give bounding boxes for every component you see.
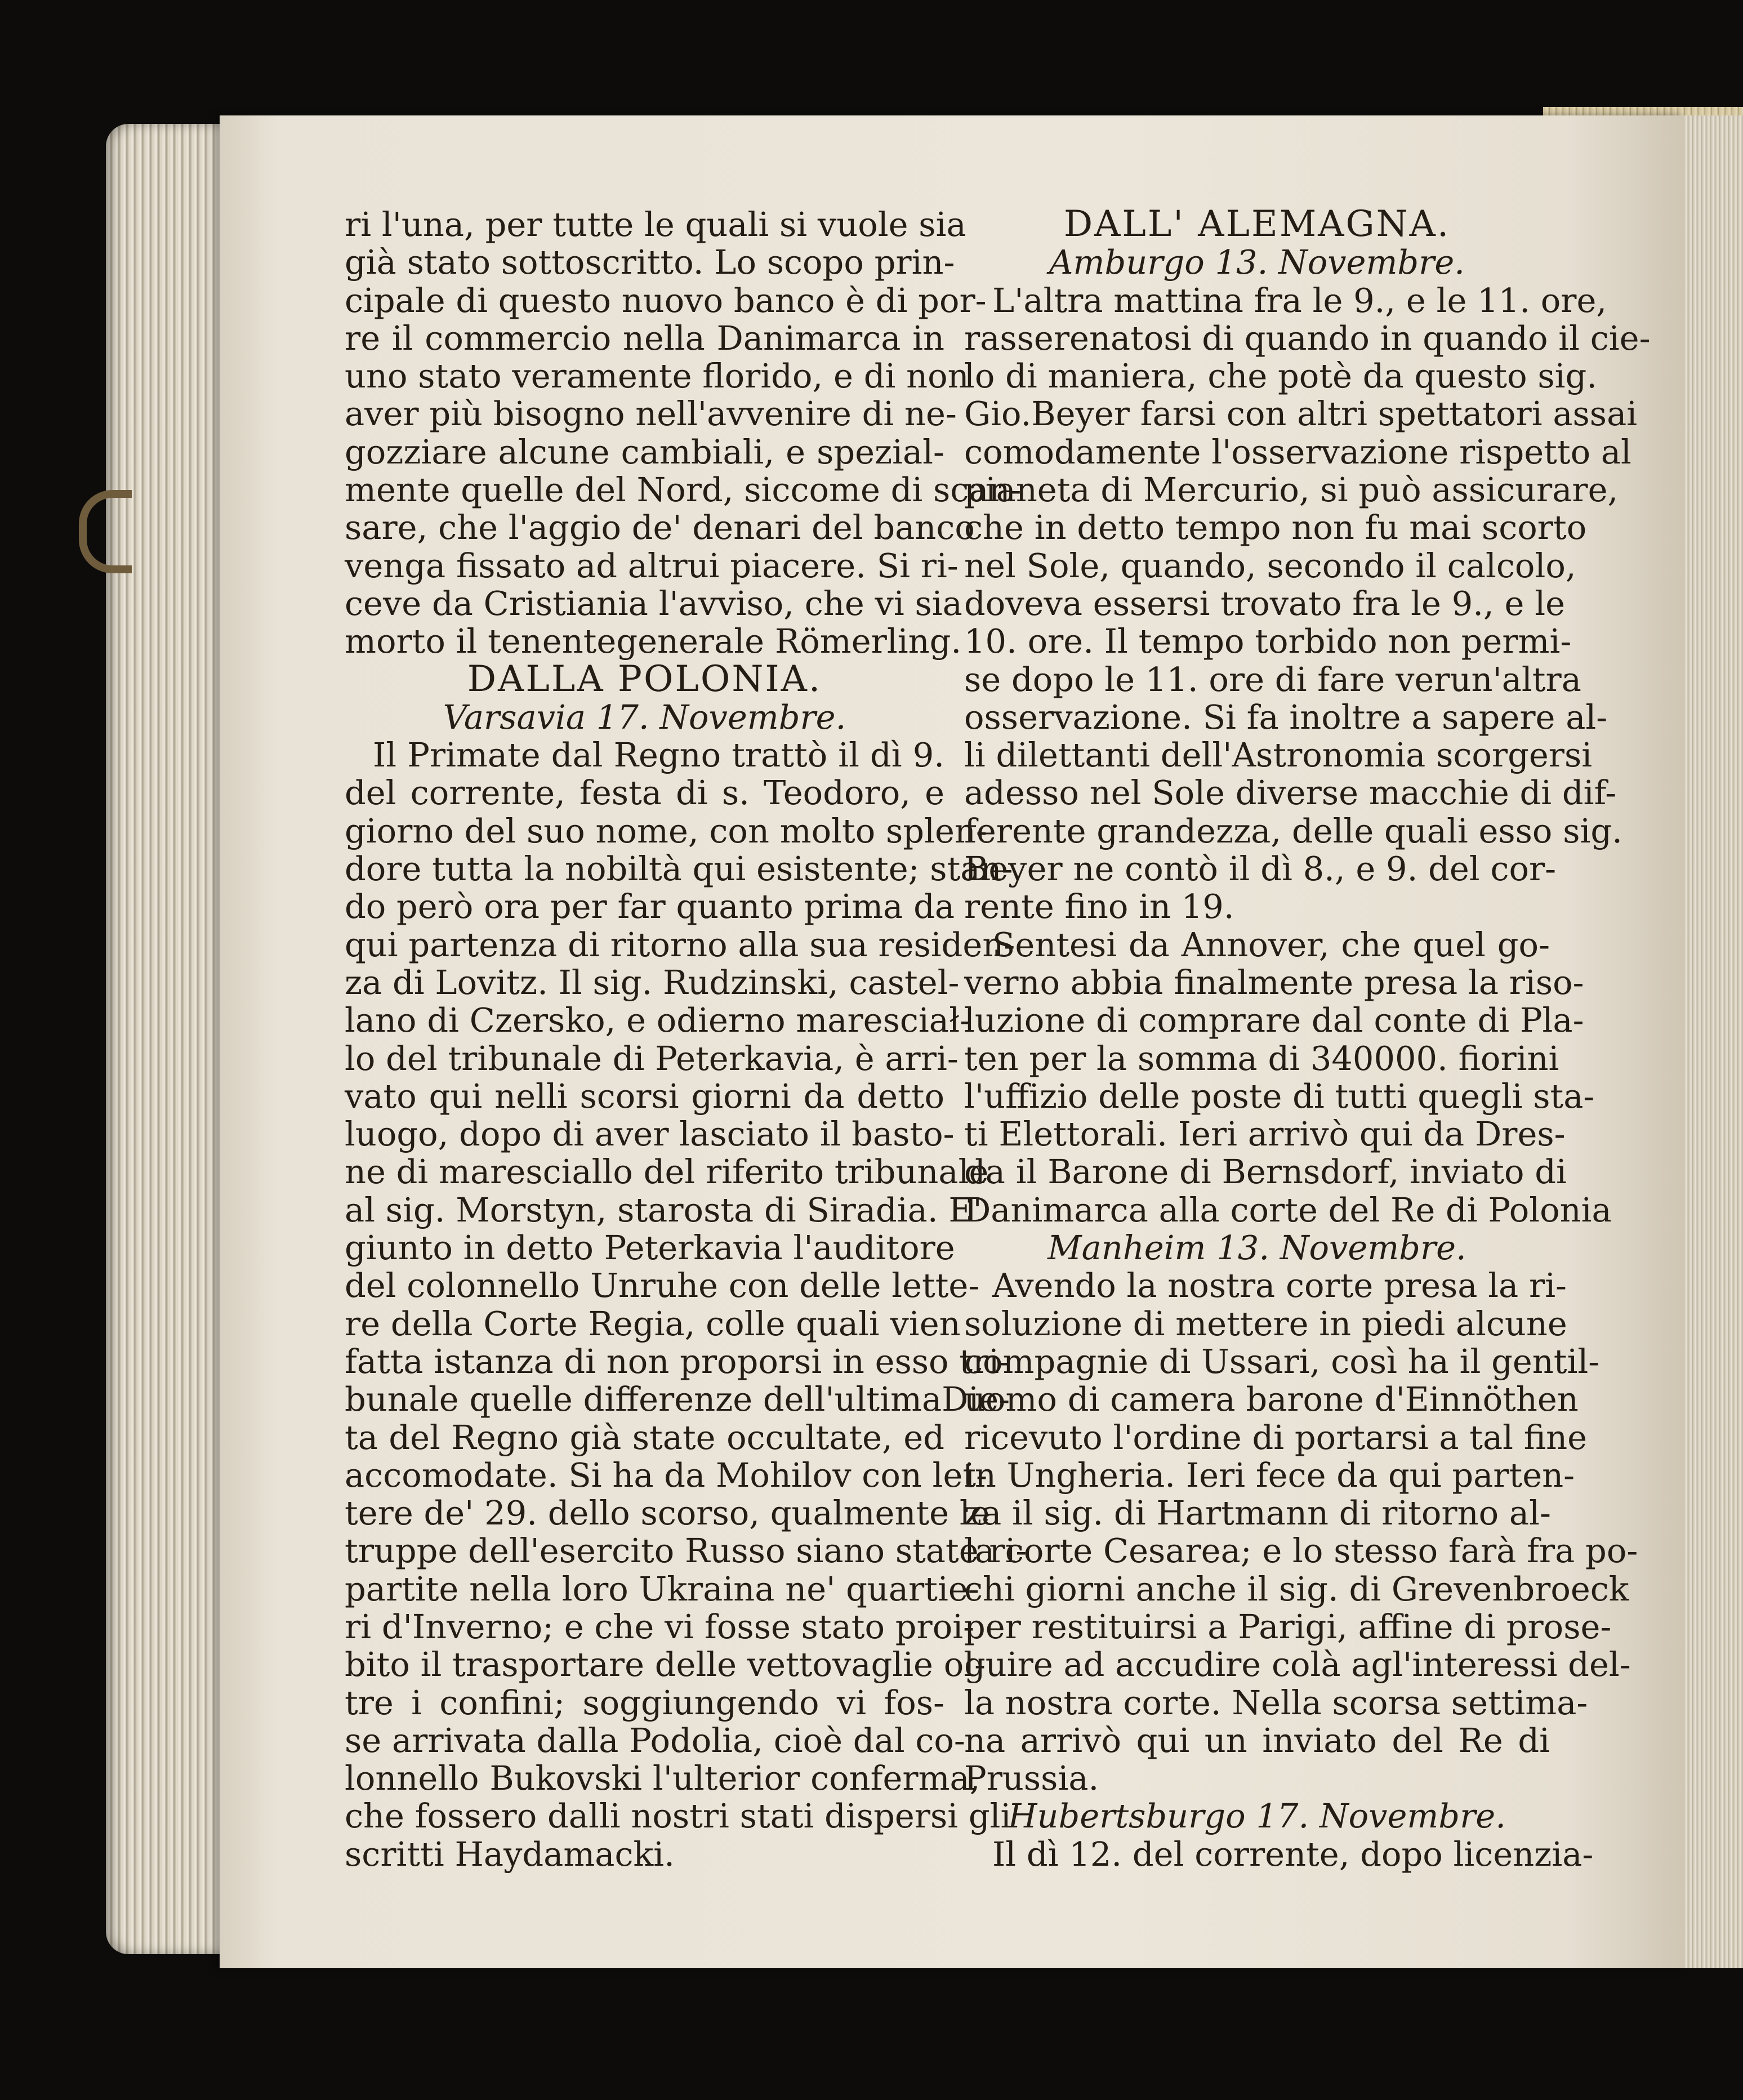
text-line: bunale quelle differenze dell'ultimaDie-: [345, 1380, 1010, 1419]
text-line: do però ora per far quanto prima da: [345, 887, 955, 926]
text-line: luzione di comprare dal conte di Pla-: [964, 1001, 1584, 1040]
section-heading-alemagna: DALL' ALEMAGNA.: [1063, 203, 1451, 245]
right-column: [964, 203, 1651, 1874]
text-line: truppe dell'esercito Russo siano state ri-: [345, 1531, 1027, 1571]
text-line: ti Elettorali. Ieri arrivò qui da Dres-: [964, 1114, 1566, 1154]
text-line: lo di maniera, che potè da questo sig.: [964, 356, 1598, 396]
text-line: Gio.Beyer farsi con altri spettatori assai: [964, 394, 1638, 434]
text-line: uomo di camera barone d'Einnöthen: [964, 1380, 1579, 1419]
text-line: per restituirsi a Parigi, affine di prose-: [964, 1607, 1612, 1646]
text-line: già stato sottoscritto. Lo scopo prin-: [345, 243, 955, 282]
text-line: in Ungheria. Ieri fece da qui parten-: [964, 1455, 1575, 1495]
text-line: ri l'una, per tutte le quali si vuole sia: [345, 205, 966, 244]
text-line: la nostra corte. Nella scorsa settima-: [964, 1683, 1588, 1722]
text-line: Beyer ne contò il dì 8., e 9. del cor-: [964, 849, 1557, 889]
text-line: verno abbia finalmente presa la riso-: [964, 962, 1584, 1002]
dateline-hubertsburgo: Hubertsburgo 17. Novembre.: [1008, 1796, 1506, 1836]
text-line: Sentesi da Annover, che quel go-: [992, 925, 1550, 964]
text-line: Il dì 12. del corrente, dopo licenzia-: [992, 1834, 1594, 1874]
text-line: dore tutta la nobiltà qui esistente; stan-: [345, 849, 1013, 889]
text-line: del corrente, festa di s. Teodoro, e: [345, 773, 944, 813]
text-line: gozziare alcune cambiali, e spezial-: [345, 432, 944, 471]
text-line: partite nella loro Ukraina ne' quartie-: [345, 1569, 979, 1608]
text-line: al sig. Morstyn, starosta di Siradia. E': [345, 1190, 982, 1229]
text-line: Avendo la nostra corte presa la ri-: [992, 1266, 1567, 1305]
text-line: L'altra mattina fra le 9., e le 11. ore,: [992, 280, 1607, 320]
text-line: rasserenatosi di quando in quando il cie-: [964, 318, 1651, 358]
text-line: ceve da Cristiania l'avviso, che vi sia: [345, 583, 962, 623]
text-line: venga fissato ad altrui piacere. Si ri-: [345, 546, 959, 585]
text-line: ta del Regno già state occultate, ed: [345, 1417, 944, 1457]
text-line: re il commercio nella Danimarca in: [345, 318, 944, 358]
text-line: accomodate. Si ha da Mohilov con let-: [345, 1455, 988, 1495]
text-line: soluzione di mettere in piedi alcune: [964, 1304, 1567, 1343]
text-line: chi giorni anche il sig. di Grevenbroeck: [964, 1569, 1629, 1608]
text-line: sare, che l'aggio de' denari del banco: [345, 508, 975, 547]
dateline-amburgo: Amburgo 13. Novembre.: [1049, 243, 1465, 282]
text-line: cipale di questo nuovo banco è di por-: [345, 280, 987, 320]
text-line: ricevuto l'ordine di portarsi a tal fine: [964, 1417, 1588, 1457]
dateline-manheim: Manheim 13. Novembre.: [1047, 1228, 1466, 1268]
text-line: l'uffizio delle poste di tutti quegli sta-: [964, 1076, 1595, 1116]
text-line: comodamente l'osservazione rispetto al: [964, 432, 1631, 471]
text-line: bito il trasportare delle vettovaglie ol-: [345, 1645, 986, 1684]
text-line: ne di maresciallo del riferito tribunale: [345, 1152, 989, 1192]
text-line: luogo, dopo di aver lasciato il basto-: [345, 1114, 955, 1154]
text-line: osservazione. Si fa inoltre a sapere al-: [964, 697, 1608, 737]
text-line: ri d'Inverno; e che vi fosse stato proi-: [345, 1607, 975, 1646]
text-line: na arrivò qui un inviato del Re di: [964, 1720, 1550, 1760]
book-page-edges-left: [106, 124, 235, 1954]
text-line: compagnie di Ussari, così ha il gentil-: [964, 1341, 1600, 1381]
text-line: tre i confini; soggiungendo vi fos-: [345, 1683, 944, 1722]
text-line: uno stato veramente florido, e di non: [345, 356, 969, 396]
left-column: [345, 205, 1027, 1874]
text-line: che fossero dalli nostri stati dispersi gli: [345, 1796, 1011, 1836]
text-line: guire ad accudire colà agl'interessi del-: [964, 1645, 1631, 1684]
text-line: doveva essersi trovato fra le 9., e le: [964, 583, 1565, 623]
text-line: qui partenza di ritorno alla sua residen-: [345, 925, 1015, 964]
book-page-edges-right: [1684, 115, 1743, 1968]
text-line: Danimarca alla corte del Re di Polonia: [964, 1190, 1612, 1229]
text-line: lano di Czersko, e odierno maresciał-: [345, 1001, 971, 1040]
text-line: vato qui nelli scorsi giorni da detto: [345, 1076, 944, 1116]
text-line: za il sig. di Hartmann di ritorno al-: [964, 1493, 1551, 1533]
text-line: nel Sole, quando, secondo il calcolo,: [964, 546, 1576, 585]
text-line: 10. ore. Il tempo torbido non permi-: [964, 622, 1572, 661]
text-line: tere de' 29. dello scorso, qualmente le: [345, 1493, 990, 1533]
text-line: lo del tribunale di Peterkavia, è arri-: [345, 1038, 959, 1078]
text-line: ten per la somma di 340000. fiorini: [964, 1038, 1559, 1078]
text-line: scritti Haydamacki.: [345, 1834, 675, 1874]
text-line: pianeta di Mercurio, si può assicurare,: [964, 470, 1619, 510]
text-line: mente quelle del Nord, siccome di scan-: [345, 470, 1022, 510]
text-line: giorno del suo nome, con molto splen-: [345, 811, 987, 850]
text-line: za di Lovitz. Il sig. Rudzinski, castel-: [345, 962, 960, 1002]
text-line: se arrivata dalla Podolia, cioè dal co-: [345, 1720, 965, 1760]
text-line: che in detto tempo non fu mai scorto: [964, 508, 1587, 547]
text-line: li dilettanti dell'Astronomia scorgersi: [964, 735, 1593, 775]
text-line: fatta istanza di non proporsi in esso tri-: [345, 1341, 1011, 1381]
dateline-varsavia: Varsavia 17. Novembre.: [443, 697, 846, 737]
text-line: Prussia.: [964, 1759, 1099, 1798]
text-line: la corte Cesarea; e lo stesso farà fra po-: [964, 1531, 1638, 1571]
text-line: da il Barone di Bernsdorf, inviato di: [964, 1152, 1567, 1192]
bookmark-string: [79, 490, 132, 573]
text-line: rente fino in 19.: [964, 887, 1234, 926]
text-line: se dopo le 11. ore di fare verun'altra: [964, 659, 1581, 699]
text-line: lonnello Bukovski l'ulterior conferma,: [345, 1759, 980, 1798]
text-line: giunto in detto Peterkavia l'auditore: [345, 1228, 955, 1268]
text-line: Il Primate dal Regno trattò il dì 9.: [373, 735, 944, 775]
text-line: morto il tenentegenerale Römerling.: [345, 622, 962, 661]
text-line: re della Corte Regia, colle quali vien: [345, 1304, 961, 1343]
section-heading-polonia: DALLA POLONIA.: [467, 658, 822, 700]
text-line: adesso nel Sole diverse macchie di dif-: [964, 773, 1617, 813]
text-line: del colonnello Unruhe con delle lette-: [345, 1266, 980, 1305]
text-line: ferente grandezza, delle quali esso sig.: [964, 811, 1622, 850]
text-line: aver più bisogno nell'avvenire di ne-: [345, 394, 957, 434]
